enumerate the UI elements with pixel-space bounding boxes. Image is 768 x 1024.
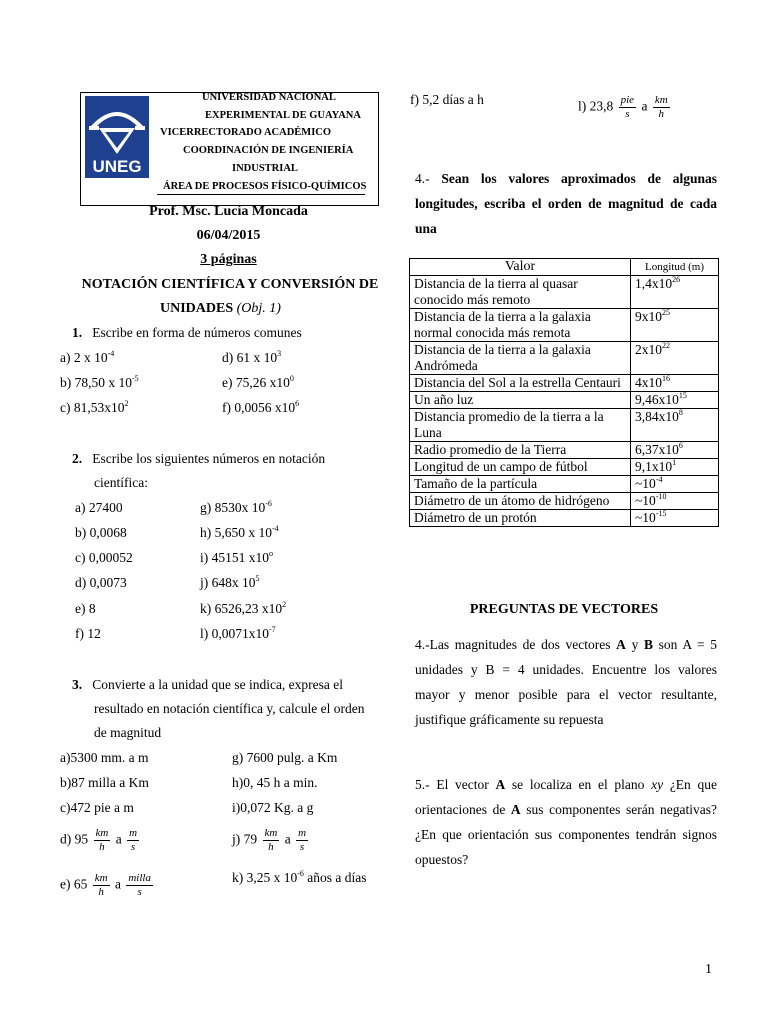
cell-length: $9,1x10^1$ [631, 459, 719, 476]
table-row [410, 375, 719, 392]
q3-item: h)0, 45 h a min. [232, 775, 318, 790]
q3-item-d: d) 95 $\frac{km}{h}$ a $\frac{m}{s}$ [60, 827, 138, 853]
cell-length: $\sim 10^{-15}$ [631, 510, 719, 527]
q2-item: b) 0,0068 [75, 525, 127, 540]
q4-vectors: 4.-Las magnitudes de dos vectores A y B son A = 5 unidades y B = 4 unidades. Encuentre los valores mayor y menor posible para el vector resultante, justifique gráficamente su repuesta [415, 637, 718, 727]
cell-length: $6,37x10^6$ [631, 442, 719, 459]
q3-heading-cont: resultado en notación científica y, calcule el orden [94, 701, 365, 716]
q2-heading-cont: científica: [94, 475, 148, 490]
col-header-valor: Valor [410, 259, 631, 276]
q2-item: d) 0,0073 [75, 575, 127, 590]
q1-item: f) 0,0056 $x10^6$ [222, 399, 300, 415]
q3-item: c)472 pie a m [60, 800, 134, 815]
cell-length: $9x10^{25}$ [631, 309, 719, 342]
q3-item: a)5300 mm. a m [60, 750, 149, 765]
q5: 5.- El vector A se localiza en el plano xy ¿En que orientaciones de A sus componentes serán negativas? ¿En que orientación sus componentes tendrán signos opuestos? [415, 777, 718, 867]
q2-item: k) 6526,23 $x10^2$ [200, 600, 287, 616]
cell-length: $4x10^{16}$ [631, 375, 719, 392]
q3-item: g) 7600 pulg. a Km [232, 750, 338, 765]
q2-heading: 2. Escribe los siguientes números en notación [72, 451, 326, 466]
q3-item-k: k) 3,25 x $10^{-6}$ años a días [232, 869, 367, 885]
table-row [410, 442, 719, 459]
lengths-table [409, 258, 719, 527]
section-title-vectores: PREGUNTAS DE VECTORES [469, 602, 659, 617]
q2-item: c) 0,00052 [75, 550, 133, 565]
q3-item: i)0,072 Kg. a g [232, 800, 314, 815]
table-row [410, 510, 719, 527]
author: Prof. Msc. Lucía Moncada [149, 204, 308, 219]
institution-line: EXPERIMENTAL DE GUAYANA [205, 110, 361, 121]
q2-item: h) 5,650 x $10^{-4}$ [200, 524, 279, 540]
cell-name: Radio promedio de la Tierra [410, 442, 631, 459]
cell-length: $9,46x10^{15}$ [631, 392, 719, 409]
q1-item: a) 2 x $10^{-4}$ [60, 349, 115, 365]
date: 06/04/2015 [196, 228, 261, 243]
cell-length: $\sim 10^{-10}$ [631, 493, 719, 510]
q1-item: e) 75,26 $x10^0$ [222, 374, 294, 390]
divider [157, 194, 365, 195]
table-row [410, 342, 719, 375]
cell-name: Distancia de la tierra al quasar conocido más remoto [410, 276, 631, 309]
cell-name: Un año luz [410, 392, 631, 409]
table-row [410, 409, 719, 442]
q3-item-l: l) 23,8 $\frac{\text{pie}}{s}$ a $\frac{km}{h}$ [578, 94, 668, 120]
cell-length: $2x10^{22}$ [631, 342, 719, 375]
table-row [410, 276, 719, 309]
q3-item-e: e) 65 $\frac{km}{h}$ a $\frac{\text{milla}}{s}$ [60, 872, 151, 898]
table-row [410, 392, 719, 409]
q2-item: f) 12 [75, 626, 101, 641]
table-row [410, 459, 719, 476]
title-line2: UNIDADES (Obj. 1) [160, 301, 281, 316]
table-row [410, 476, 719, 493]
q1-item: b) 78,50 x $10^{-5}$ [60, 374, 139, 390]
institution-line: COORDINACIÓN DE INGENIERÍA [183, 145, 354, 156]
institution-line: VICERRECTORADO ACADÉMICO [160, 127, 332, 138]
title: NOTACIÓN CIENTÍFICA Y CONVERSIÓN DE [81, 277, 379, 292]
institution-line: INDUSTRIAL [232, 163, 298, 174]
table-row [410, 493, 719, 510]
table-header-row [410, 259, 719, 276]
page-count: 3 páginas [200, 252, 257, 267]
cell-name: Distancia de la tierra a la galaxia normal conocida más remota [410, 309, 631, 342]
uneg-logo [85, 96, 149, 178]
q3-item-j: j) 79 $\frac{km}{h}$ a $\frac{m}{s}$ [232, 827, 307, 853]
q2-item: e) 8 [75, 601, 96, 616]
q3-item-f: f) 5,2 días a h [410, 92, 484, 107]
q2-item: a) 27400 [75, 500, 123, 515]
cell-name: Diámetro de un protón [410, 510, 631, 527]
col-header-longitud: Longitud (m) [631, 259, 719, 276]
cell-name: Distancia de la tierra a la galaxia Andrómeda [410, 342, 631, 375]
cell-name: Longitud de un campo de fútbol [410, 459, 631, 476]
q1-item: d) 61 x $10^3$ [222, 349, 282, 365]
page-number: 1 [705, 962, 712, 977]
q1-item: c) $81,53x10^2$ [60, 399, 129, 415]
q3-item: b)87 milla a Km [60, 775, 149, 790]
q4-lengths-heading: 4.- Sean los valores aproximados de algunas longitudes, escriba el orden de magnitud de cada una [415, 171, 718, 236]
q3-heading: 3. Convierte a la unidad que se indica, expresa el [72, 677, 344, 692]
cell-name: Tamaño de la partícula [410, 476, 631, 493]
cell-name: Diámetro de un átomo de hidrógeno [410, 493, 631, 510]
q1-heading: 1. Escribe en forma de números comunes [72, 325, 302, 340]
institution-line: UNIVERSIDAD NACIONAL [202, 92, 336, 103]
cell-length: $3,84x10^8$ [631, 409, 719, 442]
cell-length: $1,4x10^{26}$ [631, 276, 719, 309]
q2-item: l) $0,0071x10^{-7}$ [200, 625, 276, 641]
cell-name: Distancia del Sol a la estrella Centauri [410, 375, 631, 392]
q2-item: j) 648x $10^5$ [200, 574, 260, 590]
q2-item: i) 45151 x10$^o$ [200, 549, 273, 565]
q3-heading-cont: de magnitud [94, 725, 162, 740]
cell-length: $\sim 10^{-4}$ [631, 476, 719, 493]
cell-name: Distancia promedio de la tierra a la Luna [410, 409, 631, 442]
logo-text: UNEG [92, 157, 142, 176]
institution-line: ÁREA DE PROCESOS FÍSICO-QUÍMICOS [163, 181, 367, 192]
table-row [410, 309, 719, 342]
q2-item: g) 8530x $10^{-6}$ [200, 499, 272, 515]
